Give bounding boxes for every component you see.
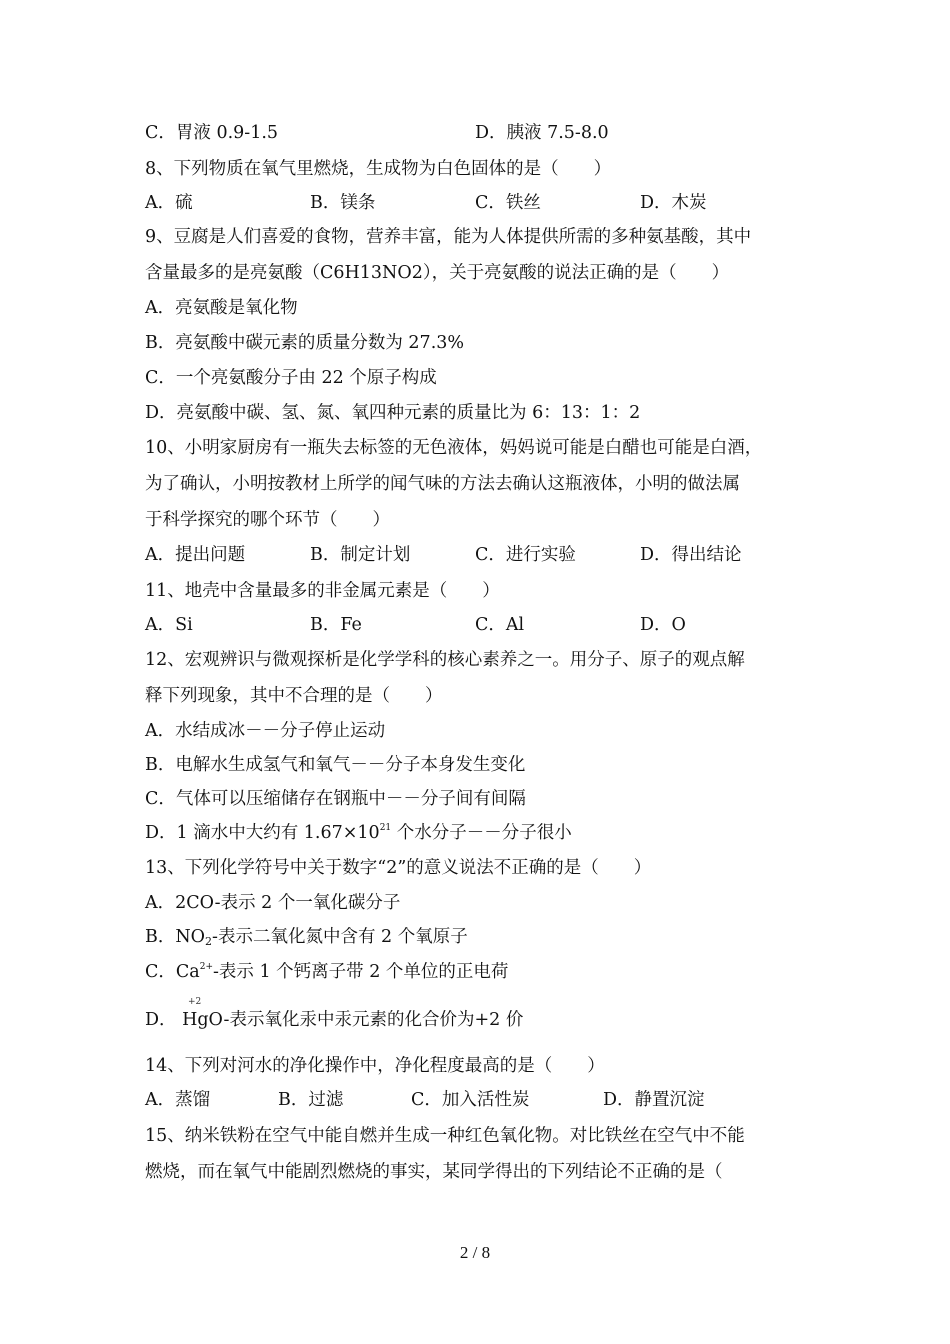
q15-stem-line1: 15、纳米铁粉在空气中能自燃并生成一种红色氧化物。对比铁丝在空气中不能 [145,1126,745,1146]
q12-stem-line2: 释下列现象，其中不合理的是（ ） [145,686,443,706]
q10-option-b: B．制定计划 [310,545,411,565]
q9-option-a: A．亮氨酸是氧化物 [145,298,298,318]
q14-option-d: D．静置沉淀 [603,1090,705,1110]
q12-option-d-exponent: 21 [379,823,392,833]
q9-stem-line1: 9、豆腐是人们喜爱的食物，营养丰富，能为人体提供所需的多种氨基酸，其中 [145,227,752,247]
q13-option-a: A．2CO-表示 2 个一氧化碳分子 [145,893,401,913]
q13-option-c [145,961,508,983]
q11-option-c: C．Al [475,615,525,635]
q12-option-b: B．电解水生成氢气和氧气－－分子本身发生变化 [145,755,526,775]
q8-option-b: B．镁条 [310,193,376,213]
q12-option-a: A．水结成冰－－分子停止运动 [145,721,386,741]
q13-option-b-subscript: 2 [205,935,213,948]
q8-option-a: A．硫 [145,193,193,213]
q9-option-d: D．亮氨酸中碳、氢、氮、氧四种元素的质量比为 6：13：1：2 [145,403,641,423]
q10-option-d: D．得出结论 [640,545,742,565]
q7-option-c: C．胃液 0.9-1.5 [145,123,279,143]
q14-option-b: B．过滤 [278,1090,344,1110]
page-number: 2 / 8 [459,1243,491,1262]
q13-option-c-superscript: 2+ [199,962,213,972]
q14-option-a: A．蒸馏 [145,1090,211,1110]
q10-stem-line1: 10、小明家厨房有一瓶失去标签的无色液体，妈妈说可能是白醋也可能是白酒， [145,438,763,458]
q8-option-d: D．木炭 [640,193,707,213]
q9-option-b: B．亮氨酸中碳元素的质量分数为 27.3% [145,333,465,353]
q9-option-c: C．一个亮氨酸分子由 22 个原子构成 [145,368,437,388]
q12-option-d-text-end: 个水分子－－分子很小 [391,823,572,843]
q9-stem-line2: 含量最多的是亮氨酸（C6H13NO2），关于亮氨酸的说法正确的是（ ） [145,263,730,283]
q10-option-a: A．提出问题 [145,545,246,565]
q11-option-b: B．Fe [310,615,362,635]
q13-option-c-text: C．Ca [145,962,200,982]
q14-stem: 14、下列对河水的净化操作中，净化程度最高的是（ ） [145,1056,605,1076]
q12-stem-line1: 12、宏观辨识与微观探析是化学学科的核心素养之一。用分子、原子的观点解 [145,650,745,670]
q13-option-b [145,926,468,948]
q13-option-c-text-end: -表示 1 个钙离子带 2 个单位的正电荷 [213,962,509,982]
q8-option-c: C．铁丝 [475,193,541,213]
q12-option-d [145,822,572,844]
q13-option-d-valence: +2 [188,997,202,1007]
q12-option-c: C．气体可以压缩储存在钢瓶中－－分子间有间隔 [145,789,526,809]
q13-option-d: D． HgO-表示氧化汞中汞元素的化合价为+2 价 [145,1010,524,1030]
q13-option-b-text-end: -表示二氧化氮中含有 2 个氧原子 [212,927,468,947]
q10-stem-line3: 于科学探究的哪个环节（ ） [145,510,390,530]
q15-stem-line2: 燃烧，而在氧气中能剧烈燃烧的事实，某同学得出的下列结论不正确的是（ [145,1162,723,1182]
q10-option-c: C．进行实验 [475,545,576,565]
q7-option-d: D．胰液 7.5-8.0 [475,123,609,143]
q12-option-d-text: D．1 滴水中大约有 1.67×10 [145,823,380,843]
q13-option-b-text: B．NO [145,927,206,947]
q11-option-a: A．Si [145,615,193,635]
q10-stem-line2: 为了确认，小明按教材上所学的闻气味的方法去确认这瓶液体，小明的做法属 [145,474,740,494]
q14-option-c: C．加入活性炭 [411,1090,530,1110]
q11-stem: 11、地壳中含量最多的非金属元素是（ ） [145,581,500,601]
q11-option-d: D．O [640,615,686,635]
q8-stem: 8、下列物质在氧气里燃烧，生成物为白色固体的是（ ） [145,159,612,179]
q13-stem: 13、下列化学符号中关于数字“2”的意义说法不正确的是（ ） [145,858,652,878]
